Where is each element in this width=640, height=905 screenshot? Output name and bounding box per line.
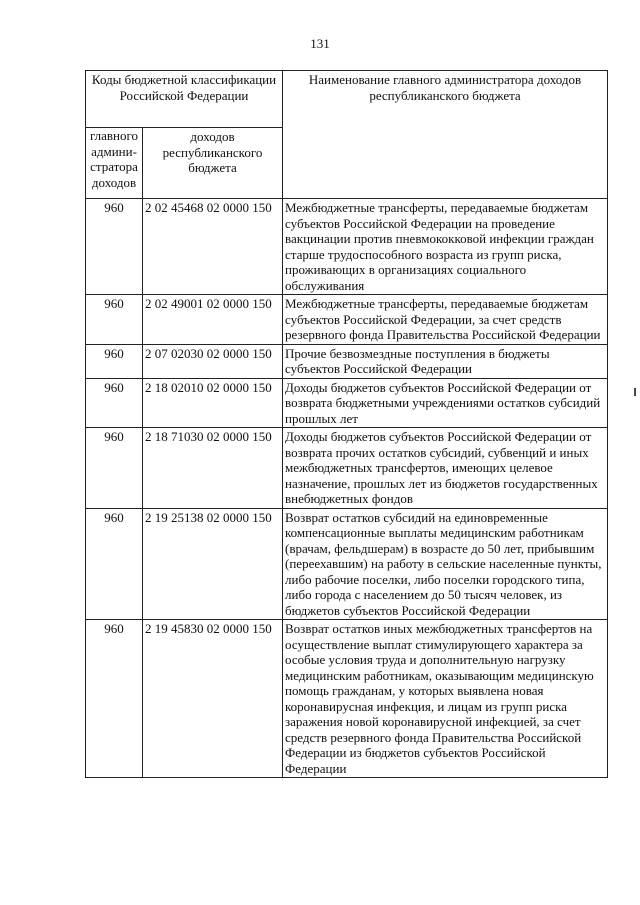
scan-edge-mark [634,388,636,396]
table-row [86,428,608,509]
admin-code-cell: 960 [86,295,143,345]
table-row [86,344,608,378]
page-number: 131 [310,36,330,51]
revenue-name-cell: Доходы бюджетов субъектов Российской Федерации от возврата бюджетными учреждениями остатков субсидий прошлых лет [283,378,608,428]
admin-code-cell: 960 [86,508,143,620]
table-row [86,620,608,778]
table-row [86,199,608,295]
table-row [86,378,608,428]
admin-code-cell: 960 [86,620,143,778]
revenue-name-cell: Доходы бюджетов субъектов Российской Федерации от возврата прочих остатков субсидий, субвенций и иных межбюджетных трансфертов, имеющих целевое назначение, прошлых лет из бюджетов государственных внебюджетных фондов [283,428,608,509]
revenue-name-cell: Возврат остатков субсидий на единовременные компенсационные выплаты медицинским работникам (врачам, фельдшерам) в возрасте до 50 лет, прибывшим (переехавшим) на работу в сельские населенные пункты, либо рабочие поселки, либо поселки городского типа, либо города с населением до 50 тысяч человек, из бюджетов субъектов Российской Федерации [283,508,608,620]
revenue-code-cell: 2 07 02030 02 0000 150 [143,344,283,378]
revenue-name-cell: Межбюджетные трансферты, передаваемые бюджетам субъектов Российской Федерации, за счет средств резервного фонда Правительства Российской Федерации [283,295,608,345]
revenue-name-cell: Возврат остатков иных межбюджетных трансфертов на осуществление выплат стимулирующего характера за особые условия труда и дополнительную нагрузку медицинским работникам, оказывающим медицинскую помощь гражданам, у которых выявлена новая коронавирусная инфекция, и лицам из групп риска заражения новой коронавирусной инфекцией, за счет средств резервного фонда Правительства Российской Федерации из бюджетов субъектов Российской Федерации [283,620,608,778]
table-row [86,508,608,620]
header-revenue-code: доходов республиканского бюджета [143,128,283,199]
admin-code-cell: 960 [86,378,143,428]
revenue-code-cell: 2 18 71030 02 0000 150 [143,428,283,509]
revenue-code-cell: 2 19 25138 02 0000 150 [143,508,283,620]
admin-code-cell: 960 [86,428,143,509]
revenue-code-cell: 2 02 49001 02 0000 150 [143,295,283,345]
budget-classification-table [85,70,608,778]
admin-code-cell: 960 [86,199,143,295]
header-budget-codes: Коды бюджетной классификации Российской Федерации [86,71,283,128]
header-administrator-name: Наименование главного администратора доходов республиканского бюджета [283,71,608,199]
header-main-administrator: главного админи-стратора доходов [86,128,143,199]
revenue-name-cell: Прочие безвозмездные поступления в бюджеты субъектов Российской Федерации [283,344,608,378]
revenue-code-cell: 2 19 45830 02 0000 150 [143,620,283,778]
admin-code-cell: 960 [86,344,143,378]
revenue-code-cell: 2 18 02010 02 0000 150 [143,378,283,428]
revenue-name-cell: Межбюджетные трансферты, передаваемые бюджетам субъектов Российской Федерации на проведение вакцинации против пневмококковой инфекции граждан старше трудоспособного возраста из групп риска, проживающих в организациях социального обслуживания [283,199,608,295]
table-row [86,295,608,345]
revenue-code-cell: 2 02 45468 02 0000 150 [143,199,283,295]
